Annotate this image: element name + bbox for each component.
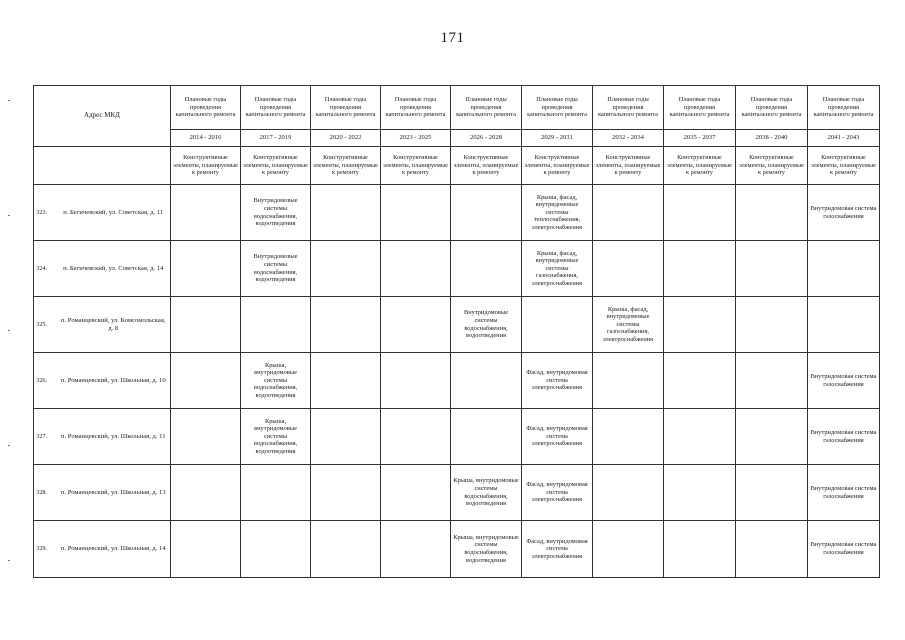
schedule-cell: Внутридомовые системы водоснабжения, водоотведения xyxy=(241,185,311,241)
schedule-cell xyxy=(593,409,664,465)
schedule-cell xyxy=(171,521,241,578)
row-number: 327. xyxy=(34,409,57,465)
schedule-cell xyxy=(381,185,451,241)
table-row xyxy=(34,521,880,578)
planned-years-header: Плановые годы проведения капитального ремонта xyxy=(241,86,311,130)
schedule-cell xyxy=(593,353,664,409)
period-cell: 2041 - 2043 xyxy=(808,130,880,147)
schedule-cell xyxy=(593,521,664,578)
table-row xyxy=(34,185,880,241)
period-cell: 2035 - 2037 xyxy=(664,130,736,147)
elements-header: Конструктивные элементы, планируемые к ремонту xyxy=(664,147,736,185)
scan-mark xyxy=(8,215,10,216)
schedule-cell xyxy=(808,297,880,353)
schedule-cell xyxy=(664,409,736,465)
elements-header: Конструктивные элементы, планируемые к ремонту xyxy=(522,147,593,185)
schedule-cell: Фасад, внутридомовая система электроснабжения xyxy=(522,353,593,409)
planned-years-header: Плановые годы проведения капитального ремонта xyxy=(311,86,381,130)
schedule-cell: Крыша, фасад, внутридомовые системы газоснабжения, электроснабжения xyxy=(522,241,593,297)
row-number: 325. xyxy=(34,297,57,353)
page-number: 171 xyxy=(440,30,465,46)
period-cell: 2014 - 2016 xyxy=(171,130,241,147)
schedule-cell xyxy=(171,465,241,521)
schedule-cell xyxy=(736,241,808,297)
elements-header: Конструктивные элементы, планируемые к ремонту xyxy=(381,147,451,185)
schedule-cell xyxy=(736,521,808,578)
planned-years-header: Плановые годы проведения капитального ремонта xyxy=(522,86,593,130)
scan-mark xyxy=(8,445,10,446)
schedule-cell xyxy=(381,409,451,465)
elements-header: Конструктивные элементы, планируемые к ремонту xyxy=(241,147,311,185)
planned-years-header: Плановые годы проведения капитального ремонта xyxy=(381,86,451,130)
schedule-cell: Фасад, внутридомовая система электроснабжения xyxy=(522,521,593,578)
schedule-cell: Фасад, внутридомовая система электроснабжения xyxy=(522,465,593,521)
table-row xyxy=(34,297,880,353)
schedule-cell xyxy=(808,241,880,297)
schedule-cell: Крыша, внутридомовые системы водоснабжения, водоотведения xyxy=(451,521,522,578)
table-row xyxy=(34,409,880,465)
schedule-cell xyxy=(736,297,808,353)
schedule-cell xyxy=(664,353,736,409)
schedule-cell: Внутридомовые системы водоснабжения, водоотведения xyxy=(451,297,522,353)
row-number: 329. xyxy=(34,521,57,578)
schedule-cell xyxy=(593,185,664,241)
elements-header: Конструктивные элементы, планируемые к ремонту xyxy=(593,147,664,185)
blank-header-cell xyxy=(34,147,171,185)
scan-mark xyxy=(8,560,10,561)
scan-mark xyxy=(8,100,10,101)
schedule-cell xyxy=(241,521,311,578)
row-address: п. Романцевский, ул. Комсомольская, д. 8 xyxy=(57,297,171,353)
planned-years-header: Плановые годы проведения капитального ремонта xyxy=(171,86,241,130)
row-address: п. Романцевский, ул. Школьная, д. 10 xyxy=(57,353,171,409)
schedule-cell xyxy=(451,409,522,465)
address-column-header: Адрес МКД xyxy=(34,86,171,147)
schedule-cell: Внутридомовые системы водоснабжения, водоотведения xyxy=(241,241,311,297)
table-row xyxy=(34,241,880,297)
table-row xyxy=(34,353,880,409)
schedule-cell xyxy=(171,241,241,297)
planned-years-header: Плановые годы проведения капитального ремонта xyxy=(736,86,808,130)
row-number: 324. xyxy=(34,241,57,297)
row-number: 323. xyxy=(34,185,57,241)
row-address: п. Романцевский, ул. Школьная, д. 13 xyxy=(57,465,171,521)
schedule-cell: Крыша, внутридомовые системы водоснабжения, водоотведения xyxy=(451,465,522,521)
schedule-cell xyxy=(593,465,664,521)
schedule-cell xyxy=(171,185,241,241)
schedule-cell xyxy=(311,353,381,409)
schedule-cell: Внутридомовая система газоснабжения xyxy=(808,521,880,578)
schedule-cell xyxy=(451,241,522,297)
period-cell: 2020 - 2022 xyxy=(311,130,381,147)
table-row xyxy=(34,465,880,521)
elements-header: Конструктивные элементы, планируемые к ремонту xyxy=(171,147,241,185)
schedule-cell xyxy=(664,297,736,353)
repair-schedule-table xyxy=(33,85,880,578)
row-address: п. Романцевский, ул. Школьная, д. 14 xyxy=(57,521,171,578)
row-address: п. Бегичевский, ул. Советская, д. 14 xyxy=(57,241,171,297)
schedule-cell xyxy=(311,521,381,578)
schedule-cell xyxy=(736,353,808,409)
schedule-cell: Внутридомовая система газоснабжения xyxy=(808,353,880,409)
schedule-cell xyxy=(664,241,736,297)
elements-header: Конструктивные элементы, планируемые к ремонту xyxy=(311,147,381,185)
period-cell: 2017 - 2019 xyxy=(241,130,311,147)
planned-years-header: Плановые годы проведения капитального ремонта xyxy=(451,86,522,130)
period-cell: 2026 - 2028 xyxy=(451,130,522,147)
schedule-cell xyxy=(593,241,664,297)
schedule-cell xyxy=(736,409,808,465)
planned-years-header: Плановые годы проведения капитального ремонта xyxy=(593,86,664,130)
schedule-cell xyxy=(311,241,381,297)
schedule-cell xyxy=(451,353,522,409)
schedule-cell xyxy=(171,297,241,353)
schedule-cell xyxy=(311,185,381,241)
schedule-cell xyxy=(241,465,311,521)
row-address: п. Бегичевский, ул. Советская, д. 11 xyxy=(57,185,171,241)
header-row-elements xyxy=(34,147,880,185)
schedule-cell xyxy=(522,297,593,353)
schedule-cell xyxy=(381,521,451,578)
period-cell: 2023 - 2025 xyxy=(381,130,451,147)
schedule-cell xyxy=(171,353,241,409)
schedule-cell: Крыша, фасад, внутридомовые системы газоснабжения, электроснабжения xyxy=(593,297,664,353)
schedule-cell: Крыша, фасад, внутридомовые системы теплоснабжения, электроснабжения xyxy=(522,185,593,241)
schedule-cell xyxy=(664,465,736,521)
period-cell: 2032 - 2034 xyxy=(593,130,664,147)
schedule-cell xyxy=(664,185,736,241)
elements-header: Конструктивные элементы, планируемые к ремонту xyxy=(808,147,880,185)
schedule-cell: Фасад, внутридомовая система электроснабжения xyxy=(522,409,593,465)
row-number: 326. xyxy=(34,353,57,409)
schedule-cell xyxy=(736,465,808,521)
schedule-cell xyxy=(381,241,451,297)
schedule-cell: Крыша, внутридомовые системы водоснабжения, водоотведения xyxy=(241,353,311,409)
schedule-cell xyxy=(311,297,381,353)
scan-mark xyxy=(8,330,10,331)
schedule-cell xyxy=(451,185,522,241)
row-number: 328. xyxy=(34,465,57,521)
schedule-cell xyxy=(381,353,451,409)
schedule-cell: Внутридомовая система газоснабжения xyxy=(808,185,880,241)
schedule-cell xyxy=(241,297,311,353)
schedule-cell xyxy=(311,409,381,465)
elements-header: Конструктивные элементы, планируемые к ремонту xyxy=(451,147,522,185)
period-cell: 2029 - 2031 xyxy=(522,130,593,147)
schedule-cell xyxy=(381,297,451,353)
schedule-cell xyxy=(664,521,736,578)
row-address: п. Романцевский, ул. Школьная, д. 11 xyxy=(57,409,171,465)
schedule-cell xyxy=(171,409,241,465)
schedule-cell xyxy=(381,465,451,521)
header-row-years xyxy=(34,86,880,130)
elements-header: Конструктивные элементы, планируемые к ремонту xyxy=(736,147,808,185)
period-cell: 2038 - 2040 xyxy=(736,130,808,147)
schedule-cell: Внутридомовая система газоснабжения xyxy=(808,409,880,465)
schedule-cell: Внутридомовая система газоснабжения xyxy=(808,465,880,521)
planned-years-header: Плановые годы проведения капитального ремонта xyxy=(808,86,880,130)
schedule-cell: Крыша, внутридомовые системы водоснабжения, водоотведения xyxy=(241,409,311,465)
planned-years-header: Плановые годы проведения капитального ремонта xyxy=(664,86,736,130)
schedule-cell xyxy=(311,465,381,521)
schedule-cell xyxy=(736,185,808,241)
